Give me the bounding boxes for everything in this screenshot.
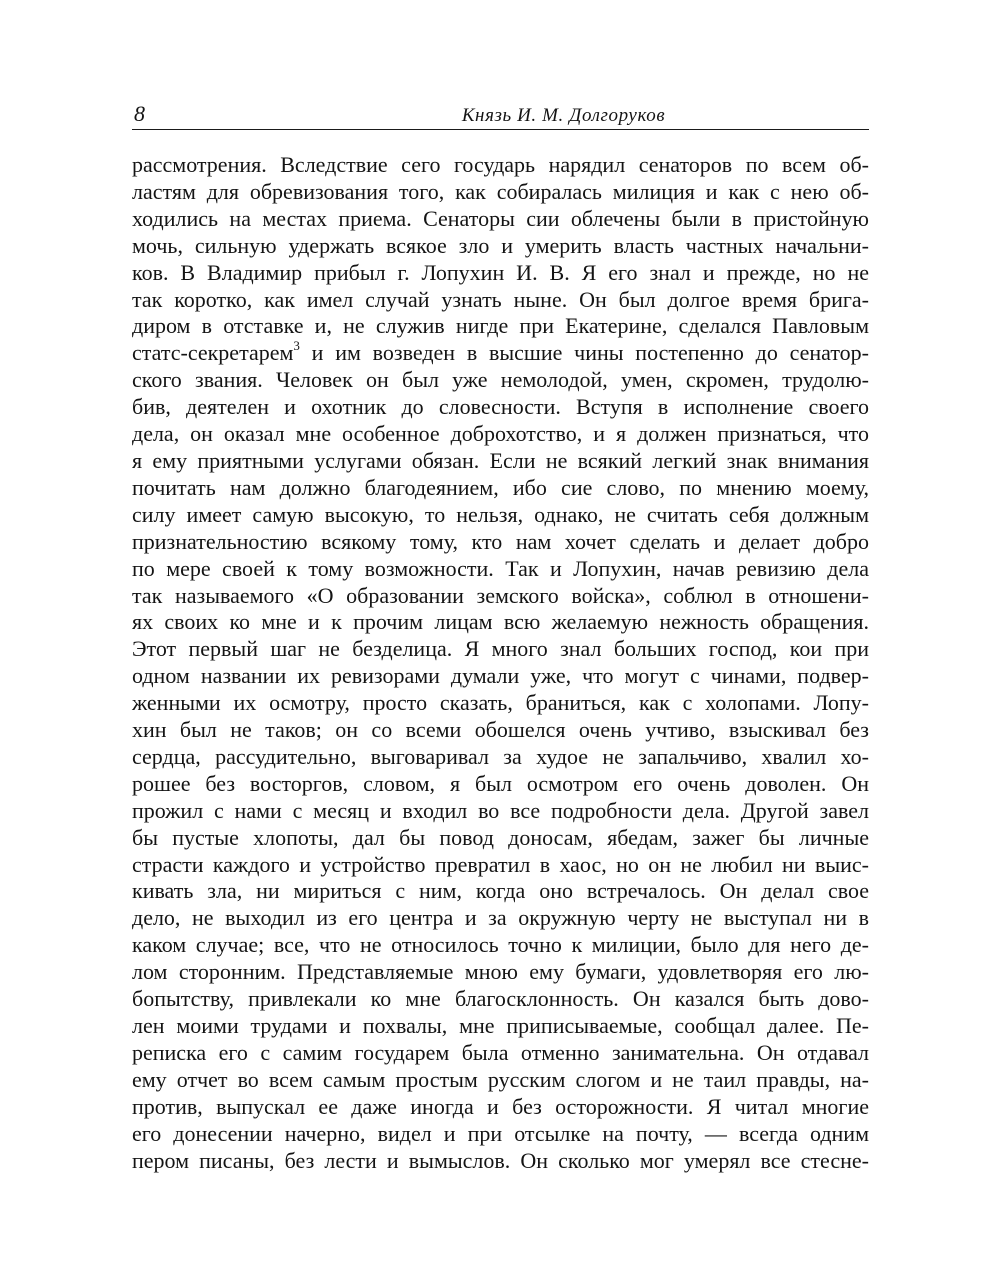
text-line: Этот первый шаг не безделица. Я много знал больших господ, кои при bbox=[132, 636, 869, 662]
text-line: ского звания. Человек он был уже немолодой, умен, скромен, трудолю- bbox=[132, 367, 869, 393]
text-line: страсти каждого и устройство превратил в хаос, но он не любил ни выис- bbox=[132, 851, 869, 877]
header-rule bbox=[132, 129, 869, 130]
text-line: лен моими трудами и похвалы, мне приписываемые, сообщал далее. Пе- bbox=[132, 1013, 869, 1038]
text-line: бопытству, привлекали ко мне благосклонность. Он казался быть дово- bbox=[132, 986, 869, 1012]
text-line: по мере своей к тому возможности. Так и Лопухин, начав ревизию дела bbox=[132, 555, 869, 581]
text-line: каком случае; все, что не относилось точно к милиции, было для него де- bbox=[132, 932, 869, 958]
text-line: ходились на местах приема. Сенаторы сии облечены были в пристойную bbox=[132, 205, 869, 231]
running-head bbox=[132, 100, 869, 130]
text-line: почитать нам должно благодеянием, ибо сие слово, по мнению моему, bbox=[132, 474, 869, 500]
page-number: 8 bbox=[134, 101, 145, 126]
text-line: рошее без восторгов, словом, я был осмотром его очень доволен. Он bbox=[132, 770, 869, 796]
body-text bbox=[132, 152, 869, 1174]
text-line: ластям для обревизования того, как собиралась милиция и как с нею об- bbox=[132, 178, 869, 204]
text-line: дело, не выходил из его центра и за окружную черту не выступал ни в bbox=[132, 905, 869, 931]
text-line: силу имеет самую высокую, то нельзя, однако, не считать себя должным bbox=[132, 501, 869, 527]
text-line: кивать зла, ни мириться с ним, когда оно встречалось. Он делал свое bbox=[132, 878, 869, 904]
running-title: Князь И. М. Долгоруков bbox=[461, 105, 666, 126]
text-line: реписка его с самим государем была отменно занимательна. Он отдавал bbox=[132, 1039, 869, 1065]
text-line: прожил с нами с месяц и входил во все подробности дела. Другой завел bbox=[132, 797, 869, 823]
footnote-reference: 3 bbox=[293, 338, 300, 354]
text-line: так коротко, как имел случай узнать ныне. Он был долгое время брига- bbox=[132, 286, 869, 312]
text-line: мочь, сильную удержать всякое зло и умерить власть частных начальни- bbox=[132, 232, 869, 258]
text-line: ях своих ко мне и к прочим лицам всю желаемую нежность обращения. bbox=[132, 609, 869, 635]
line-segment: статс-секретарем bbox=[132, 340, 294, 366]
text-line: бив, деятелен и охотник до словесности. Вступя в исполнение своего bbox=[132, 394, 869, 420]
text-line: дела, он оказал мне особенное доброхотство, и я должен признаться, что bbox=[132, 421, 869, 447]
text-line: признательностию всякому тому, кто нам хочет сделать и делает добро bbox=[132, 528, 869, 554]
text-line: бы пустые хлопоты, дал бы повод доносам, ябедам, зажег бы личные bbox=[132, 824, 869, 850]
text-line: ков. В Владимир прибыл г. Лопухин И. В. Я его знал и прежде, но не bbox=[132, 259, 869, 285]
text-line: женными их осмотру, просто сказать, браниться, как с холопами. Лопу- bbox=[132, 690, 869, 716]
text-line: пером писаны, без лести и вымыслов. Он сколько мог умерял все стесне- bbox=[132, 1147, 869, 1173]
text-line: его донесении начерно, видел и при отсылке на почту, — всегда одним bbox=[132, 1120, 869, 1146]
text-line: против, выпускал ее даже иногда и без осторожности. Я читал многие bbox=[132, 1093, 869, 1119]
text-line bbox=[132, 340, 869, 367]
text-line: хин был не таков; он со всеми обошелся очень учтиво, взыскивал без bbox=[132, 717, 869, 743]
text-line: сердца, рассудительно, выговаривал за худое не запальчиво, хвалил хо- bbox=[132, 743, 869, 769]
text-line: ему отчет во всем самым простым русским слогом и не таил правды, на- bbox=[132, 1066, 869, 1092]
text-line: диром в отставке и, не служив нигде при Екатерине, сделался Павловым bbox=[132, 313, 869, 339]
text-line: рассмотрения. Вследствие сего государь нарядил сенаторов по всем об- bbox=[132, 152, 869, 177]
text-line: лом сторонним. Представляемые мною ему бумаги, удовлетворяя его лю- bbox=[132, 959, 869, 985]
text-line: одном названии их ревизорами думали уже, что могут с чинами, подвер- bbox=[132, 663, 869, 689]
line-segment: и им возведен в высшие чины постепенно до сенатор- bbox=[311, 340, 869, 366]
text-line: так называемого «О образовании земского войска», соблюл в отношени- bbox=[132, 582, 869, 608]
text-line: я ему приятными услугами обязан. Если не всякий легкий знак внимания bbox=[132, 447, 869, 473]
